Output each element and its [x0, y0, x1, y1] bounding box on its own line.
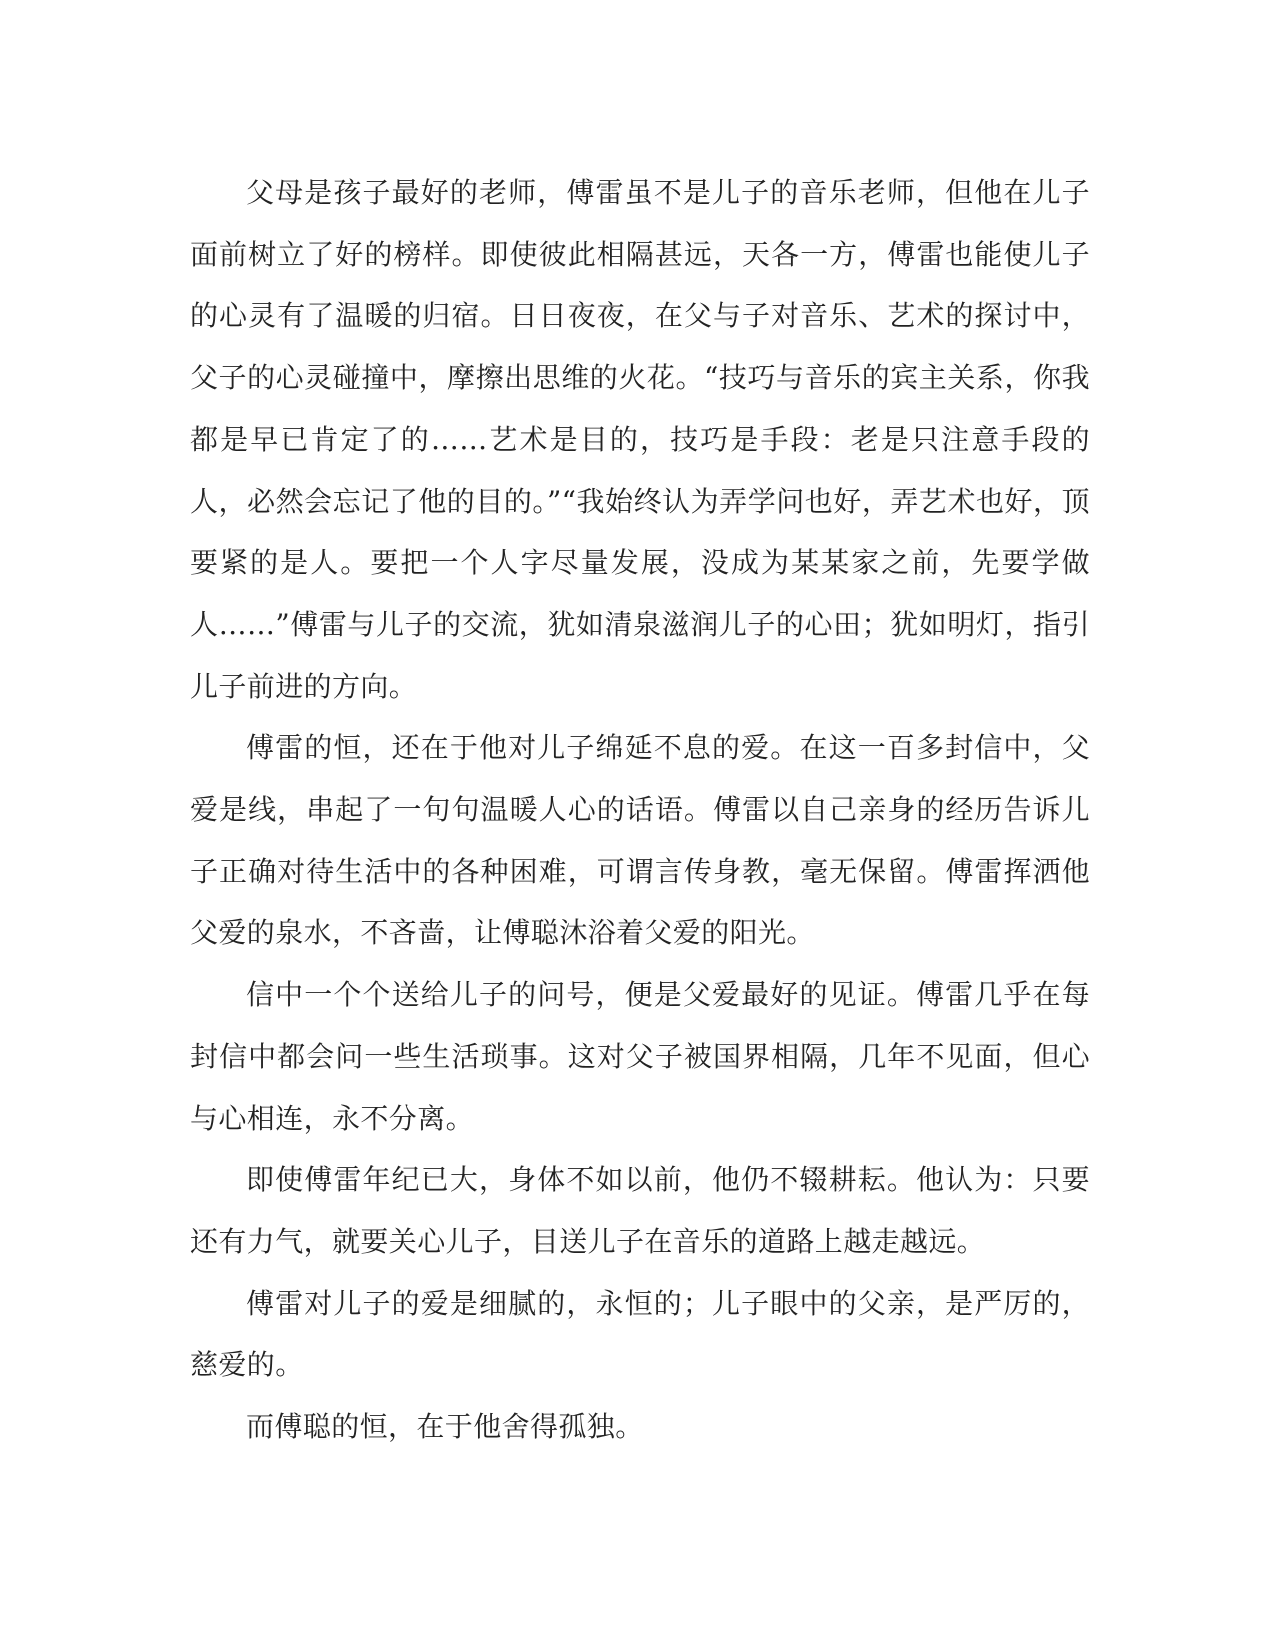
paragraph: 信中一个个送给儿子的问号，便是父爱最好的见证。傅雷几乎在每封信中都会问一些生活琐事。这对父子被国界相隔，几年不见面，但心与心相连，永不分离。	[190, 978, 1090, 1135]
paragraph: 傅雷的恒，还在于他对儿子绵延不息的爱。在这一百多封信中，父爱是线，串起了一句句温暖人心的话语。傅雷以自己亲身的经历告诉儿子正确对待生活中的各种困难，可谓言传身教，毫无保留。傅雷挥洒他父爱的泉水，不吝啬，让傅聪沐浴着父爱的阳光。	[190, 731, 1090, 950]
paragraph: 而傅聪的恒，在于他舍得孤独。	[246, 1410, 644, 1444]
paragraph: 即使傅雷年纪已大，身体不如以前，他仍不辍耕耘。他认为：只要还有力气，就要关心儿子，目送儿子在音乐的道路上越走越远。	[190, 1163, 1090, 1258]
paragraph: 傅雷对儿子的爱是细腻的，永恒的；儿子眼中的父亲，是严厉的，慈爱的。	[190, 1286, 1090, 1382]
paragraph: 父母是孩子最好的老师，傅雷虽不是儿子的音乐老师，但他在儿子面前树立了好的榜样。即使彼此相隔甚远，天各一方，傅雷也能使儿子的心灵有了温暖的归宿。日日夜夜，在父与子对音乐、艺术的探讨中，父子的心灵碰撞中，摩擦出思维的火花。“技巧与音乐的宾主关系，你我都是早已肯定了的……艺术是目的，技巧是手段：老是只注意手段的人，必然会忘记了他的目的。”“我始终认为弄学问也好，弄艺术也好，顶要紧的是人。要把一个人字尽量发展，没成为某某家之前，先要学做人……”傅雷与儿子的交流，犹如清泉滋润儿子的心田；犹如明灯，指引儿子前进的方向。	[190, 176, 1090, 703]
document-body	[190, 162, 1090, 1458]
